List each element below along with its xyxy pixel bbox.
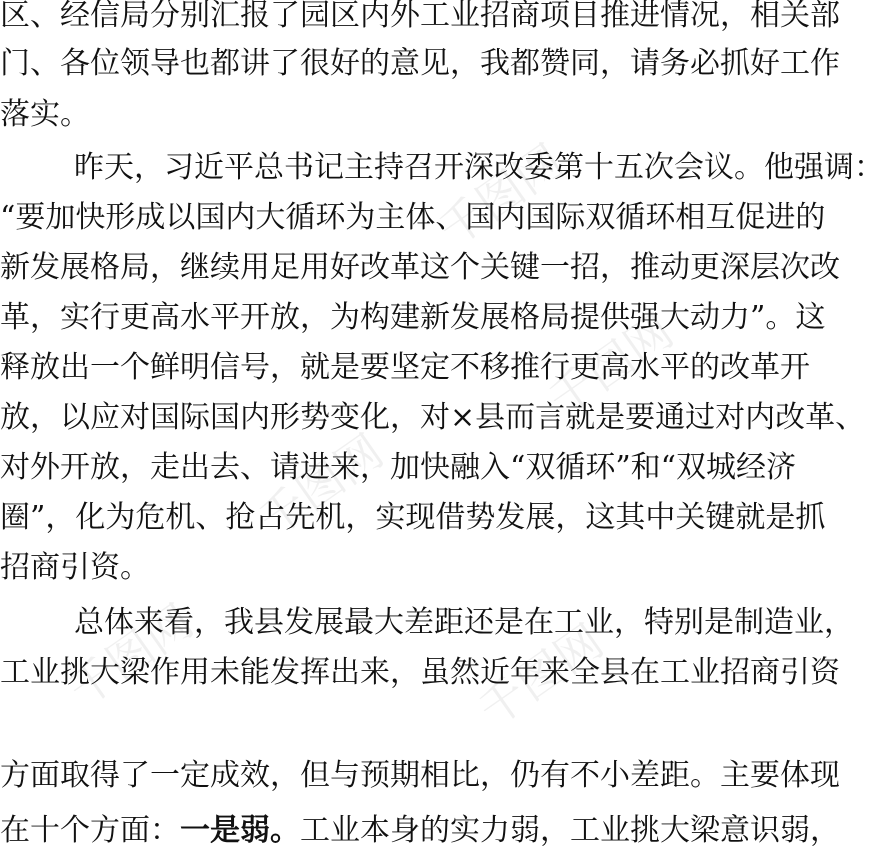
text-line: “要加快形成以国内大循环为主体、国内国际双循环相互促进的 [0, 200, 826, 235]
paragraph-start-line: 总体来看，我县发展最大差距还是在工业，特别是制造业， [74, 605, 854, 640]
text-segment: 工业本身的实力弱，工业挑大梁意识弱， [300, 813, 840, 848]
text-line-partial [0, 805, 840, 857]
text-line: 工业挑大梁作用未能发挥出来，虽然近年来全县在工业招商引资 [0, 655, 840, 690]
watermark: 千图网 [248, 423, 393, 548]
paragraph-start-line: 昨天，习近平总书记主持召开深改委第十五次会议。他强调： [74, 150, 884, 185]
bold-heading-segment: 一是弱。 [180, 813, 300, 848]
text-line: 释放出一个鲜明信号，就是要坚定不移推行更高水平的改革开 [0, 350, 810, 385]
text-line: 革，实行更高水平开放，为构建新发展格局提供强大动力”。这 [0, 300, 826, 335]
text-line: 方面取得了一定成效，但与预期相比，仍有不小差距。主要体现 [0, 758, 840, 793]
text-line: 圈”，化为危机、抢占先机，实现借势发展，这其中关键就是抓 [0, 500, 826, 535]
text-line: 对外开放，走出去、请进来，加快融入“双循环”和“双城经济 [0, 450, 797, 485]
watermark: 千图网 [468, 613, 613, 738]
text-line: 招商引资。 [0, 550, 150, 585]
text-segment: 在十个方面： [0, 813, 180, 848]
watermark: 千图网 [538, 303, 683, 428]
text-line: 区、经信局分别汇报了园区内外工业招商项目推进情况，相关部 [0, 0, 840, 33]
text-line: 新发展格局，继续用足用好改革这个关键一招，推动更深层次改 [0, 250, 840, 285]
watermark: 千图网 [428, 133, 573, 258]
watermark: 千图网 [58, 593, 203, 718]
text-line: 放，以应对国际国内形势变化，对×县而言就是要通过对内改革、 [0, 400, 866, 435]
text-line: 落实。 [0, 97, 90, 132]
text-line: 门、各位领导也都讲了很好的意见，我都赞同，请务必抓好工作 [0, 46, 840, 81]
